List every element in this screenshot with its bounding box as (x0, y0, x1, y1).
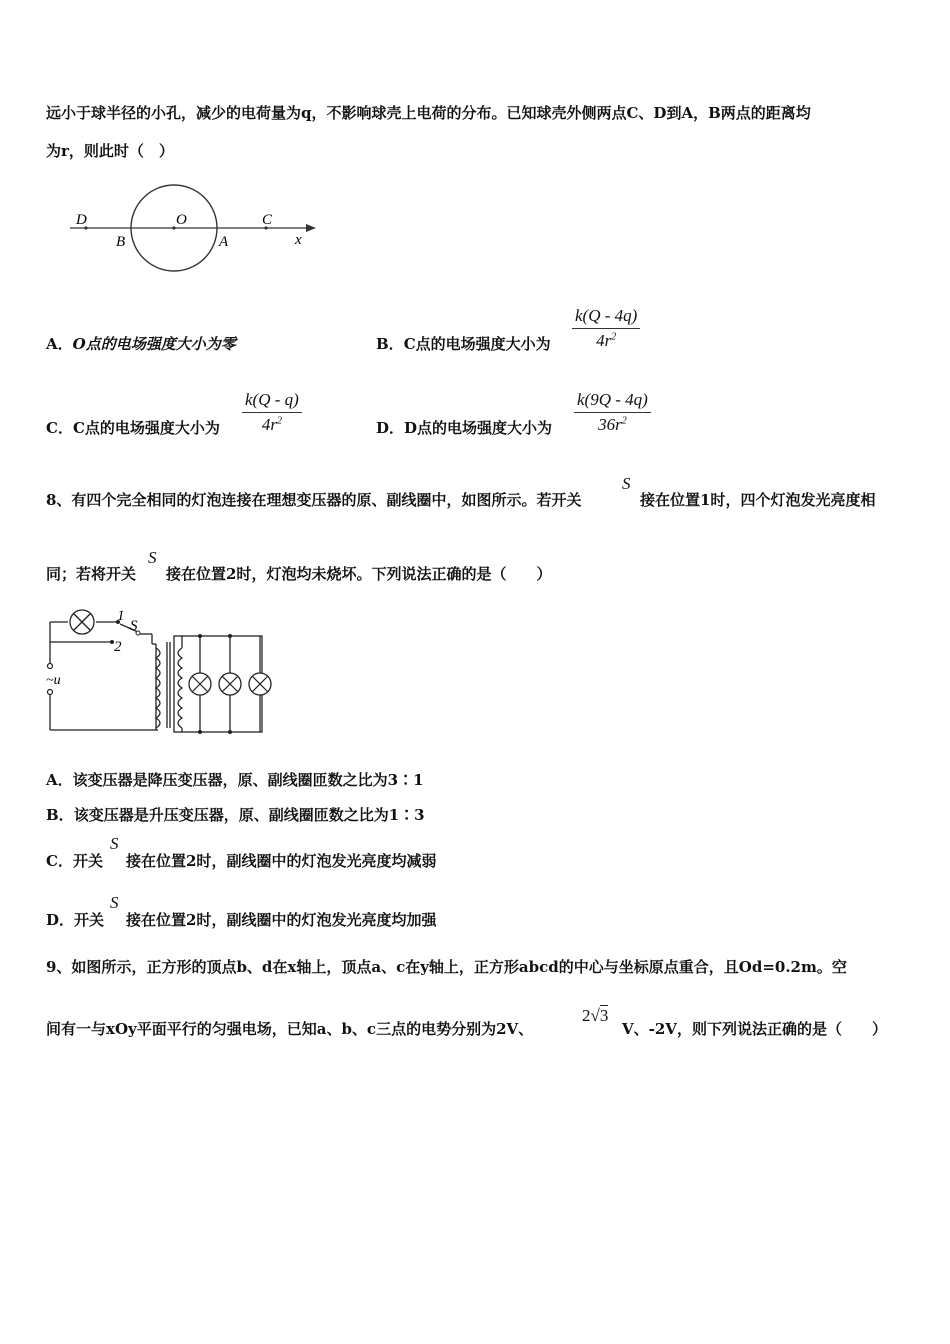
source-label: ~u (46, 673, 61, 688)
q8-text-line2a: 同；若将开关 (46, 565, 137, 583)
q8-option-d: D．开关 (46, 911, 105, 929)
q7-option-c-formula: $\frac{k(Q - q)}{4r^2}$ (242, 390, 302, 435)
label-C: C (262, 212, 273, 228)
q7-option-b-formula: $\frac{k(Q - 4q)}{4r^2}$ (572, 306, 640, 351)
q9-sqrt-expression: 2√3 (582, 1006, 609, 1025)
q7-text-line2: 为r，则此时（ ） (46, 142, 174, 160)
q7-option-c: C．C点的电场强度大小为 (46, 419, 220, 437)
q8-switch-symbol-2: S (148, 548, 157, 567)
q7-text-line1: 远小于球半径的小孔，减少的电荷量为q，不影响球壳上电荷的分布。已知球壳外侧两点C、D到A，B两点的距离均 (46, 104, 811, 122)
q7-option-d-formula: $\frac{k(9Q - 4q)}{36r^2}$ (574, 390, 651, 435)
pos-2: 2 (114, 639, 122, 655)
q7-option-d: D．D点的电场强度大小为 (376, 419, 553, 437)
pos-1: 1 (117, 608, 125, 624)
q8-option-d-symbol: S (110, 893, 119, 912)
q9-text-line2b: V、-2V，则下列说法正确的是（ ） (622, 1020, 887, 1038)
q7-option-b: B．C点的电场强度大小为 (376, 335, 551, 353)
q7-figure-sphere (66, 180, 326, 280)
q8-text-line1b: 接在位置1时，四个灯泡发光亮度相 (640, 491, 876, 509)
q7-option-a: A．O点的电场强度大小为零 (46, 335, 236, 353)
q8-option-c-rest: 接在位置2时，副线圈中的灯泡发光亮度均减弱 (126, 852, 437, 870)
q8-option-c: C．开关 (46, 852, 103, 870)
q8-option-a: A．该变压器是降压变压器，原、副线圈匝数之比为3∶1 (46, 771, 424, 789)
switch-label: S (130, 618, 138, 634)
q9-text-line1: 9、如图所示，正方形的顶点b、d在x轴上，顶点a、c在y轴上，正方形abcd的中心与坐标原点重合，且Od=0.2m。空 (46, 958, 847, 976)
label-D: D (76, 212, 87, 228)
q8-switch-symbol: S (622, 474, 631, 493)
q8-option-c-symbol: S (110, 834, 119, 853)
label-B: B (116, 234, 126, 250)
q8-text-line2b: 接在位置2时，灯泡均未烧坏。下列说法正确的是（ ） (166, 565, 552, 583)
q8-figure-circuit (40, 604, 280, 740)
label-O: O (176, 212, 187, 228)
label-x: x (295, 232, 302, 248)
q8-option-d-rest: 接在位置2时，副线圈中的灯泡发光亮度均加强 (126, 911, 437, 929)
label-A: A (219, 234, 229, 250)
q9-text-line2a: 间有一与xOy平面平行的匀强电场，已知a、b、c三点的电势分别为2V、 (46, 1020, 534, 1038)
q8-option-b: B．该变压器是升压变压器，原、副线圈匝数之比为1∶3 (46, 806, 425, 824)
q8-text-line1a: 8、有四个完全相同的灯泡连接在理想变压器的原、副线圈中，如图所示。若开关 (46, 491, 582, 509)
